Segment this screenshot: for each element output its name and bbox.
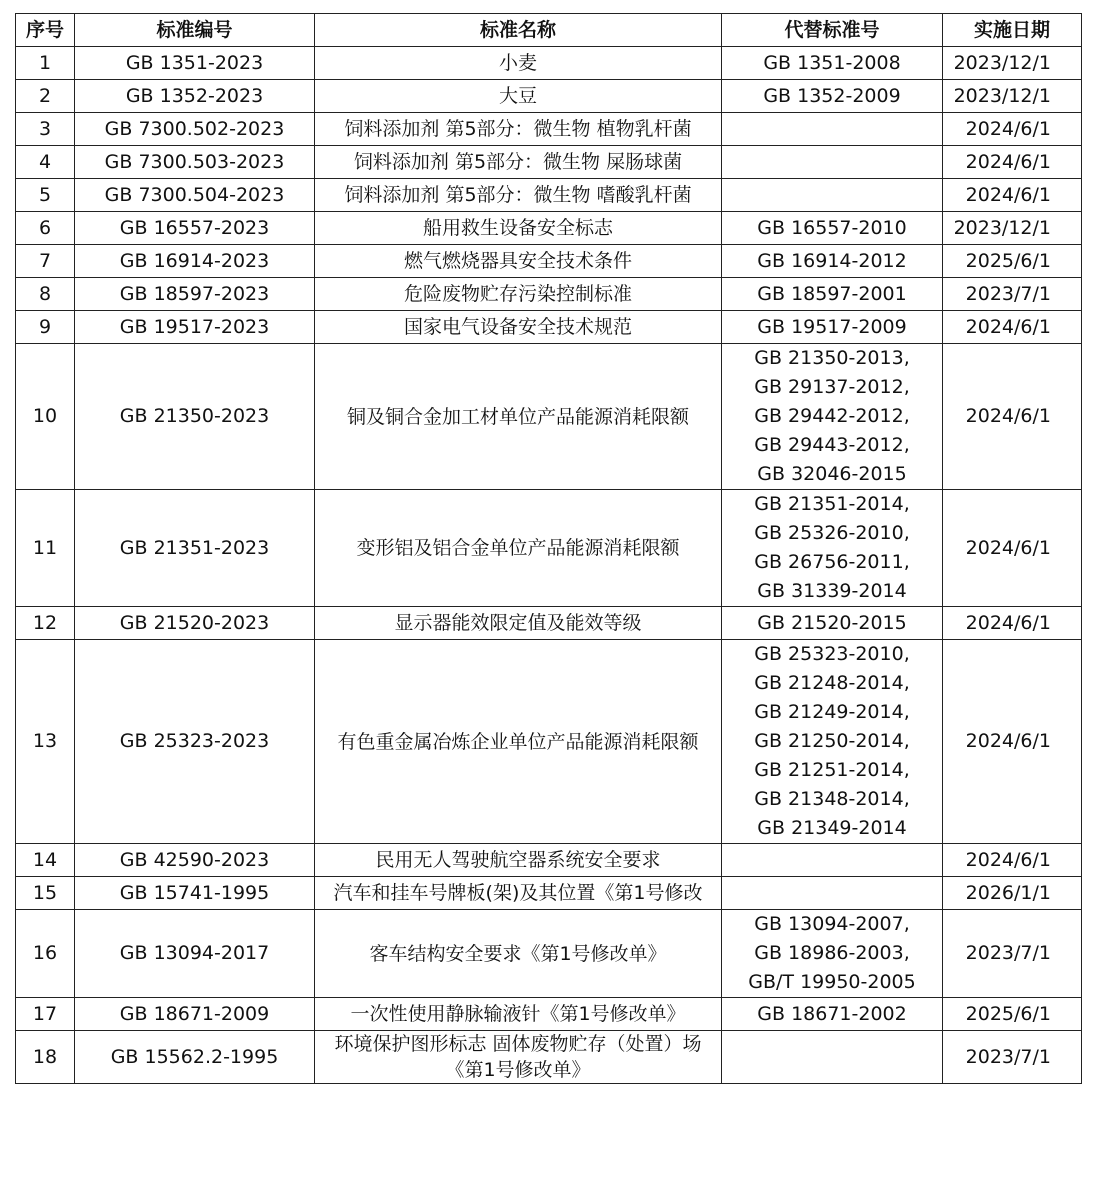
cell-standard-name: 大豆 [315,80,722,113]
cell-replaced-standard: GB 21351-2014, GB 25326-2010, GB 26756-2011, GB 31339-2014 [722,490,943,607]
cell-standard-name: 汽车和挂车号牌板(架)及其位置《第1号修改 [315,877,722,910]
table-row [16,146,1082,179]
table-row [16,278,1082,311]
cell-standard-name: 一次性使用静脉输液针《第1号修改单》 [315,998,722,1031]
table-row [16,311,1082,344]
cell-standard-code: GB 25323-2023 [75,640,315,844]
table-row [16,877,1082,910]
cell-serial-no: 17 [16,998,75,1031]
cell-effective-date: 2023/7/1 [943,1031,1082,1084]
cell-effective-date: 2024/6/1 [943,490,1082,607]
cell-standard-code: GB 21520-2023 [75,607,315,640]
cell-replaced-standard: GB 19517-2009 [722,311,943,344]
cell-effective-date: 2023/12/1 [943,80,1082,113]
cell-effective-date: 2025/6/1 [943,245,1082,278]
cell-replaced-standard: GB 16914-2012 [722,245,943,278]
table-row [16,344,1082,490]
cell-effective-date: 2023/7/1 [943,910,1082,998]
cell-standard-name: 显示器能效限定值及能效等级 [315,607,722,640]
cell-standard-name: 有色重金属冶炼企业单位产品能源消耗限额 [315,640,722,844]
header-standard-code: 标准编号 [75,14,315,47]
cell-replaced-standard [722,1031,943,1084]
header-replaced-standard: 代替标准号 [722,14,943,47]
cell-serial-no: 9 [16,311,75,344]
cell-standard-code: GB 19517-2023 [75,311,315,344]
table-row [16,490,1082,607]
cell-effective-date: 2023/12/1 [943,47,1082,80]
cell-effective-date: 2023/7/1 [943,278,1082,311]
table-row [16,910,1082,998]
header-standard-name: 标准名称 [315,14,722,47]
cell-serial-no: 11 [16,490,75,607]
cell-replaced-standard [722,113,943,146]
cell-standard-code: GB 15741-1995 [75,877,315,910]
cell-standard-code: GB 18597-2023 [75,278,315,311]
cell-standard-name: 饲料添加剂 第5部分：微生物 植物乳杆菌 [315,113,722,146]
cell-serial-no: 5 [16,179,75,212]
cell-standard-name: 变形铝及铝合金单位产品能源消耗限额 [315,490,722,607]
cell-serial-no: 4 [16,146,75,179]
cell-standard-code: GB 1352-2023 [75,80,315,113]
cell-standard-code: GB 21351-2023 [75,490,315,607]
cell-replaced-standard: GB 25323-2010, GB 21248-2014, GB 21249-2014, GB 21250-2014, GB 21251-2014, GB 21348-2014, GB 21349-2014 [722,640,943,844]
cell-standard-code: GB 7300.503-2023 [75,146,315,179]
cell-standard-name: 铜及铜合金加工材单位产品能源消耗限额 [315,344,722,490]
cell-replaced-standard: GB 13094-2007, GB 18986-2003, GB/T 19950-2005 [722,910,943,998]
cell-effective-date: 2024/6/1 [943,640,1082,844]
cell-effective-date: 2024/6/1 [943,844,1082,877]
header-effective-date: 实施日期 [943,14,1082,47]
cell-standard-name: 饲料添加剂 第5部分：微生物 嗜酸乳杆菌 [315,179,722,212]
cell-standard-code: GB 16914-2023 [75,245,315,278]
cell-standard-code: GB 16557-2023 [75,212,315,245]
cell-standard-name: 客车结构安全要求《第1号修改单》 [315,910,722,998]
cell-standard-name: 国家电气设备安全技术规范 [315,311,722,344]
cell-effective-date: 2026/1/1 [943,877,1082,910]
cell-standard-code: GB 1351-2023 [75,47,315,80]
cell-replaced-standard: GB 16557-2010 [722,212,943,245]
cell-serial-no: 16 [16,910,75,998]
cell-effective-date: 2023/12/1 [943,212,1082,245]
cell-replaced-standard: GB 21350-2013, GB 29137-2012, GB 29442-2012, GB 29443-2012, GB 32046-2015 [722,344,943,490]
cell-standard-code: GB 15562.2-1995 [75,1031,315,1084]
cell-replaced-standard: GB 18597-2001 [722,278,943,311]
cell-standard-code: GB 13094-2017 [75,910,315,998]
table-row [16,47,1082,80]
cell-standard-name: 民用无人驾驶航空器系统安全要求 [315,844,722,877]
cell-effective-date: 2024/6/1 [943,179,1082,212]
cell-serial-no: 18 [16,1031,75,1084]
cell-replaced-standard: GB 1351-2008 [722,47,943,80]
cell-standard-name: 饲料添加剂 第5部分：微生物 屎肠球菌 [315,146,722,179]
cell-serial-no: 6 [16,212,75,245]
cell-effective-date: 2024/6/1 [943,607,1082,640]
cell-serial-no: 12 [16,607,75,640]
cell-standard-name: 危险废物贮存污染控制标准 [315,278,722,311]
standards-table [15,13,1082,1084]
cell-standard-name: 燃气燃烧器具安全技术条件 [315,245,722,278]
cell-standard-code: GB 18671-2009 [75,998,315,1031]
cell-replaced-standard [722,146,943,179]
table-row [16,998,1082,1031]
cell-serial-no: 13 [16,640,75,844]
table-row [16,607,1082,640]
table-row [16,1031,1082,1084]
cell-effective-date: 2024/6/1 [943,146,1082,179]
cell-serial-no: 2 [16,80,75,113]
cell-serial-no: 7 [16,245,75,278]
cell-standard-name: 环境保护图形标志 固体废物贮存（处置）场 《第1号修改单》 [315,1031,722,1084]
cell-replaced-standard [722,844,943,877]
table-row [16,212,1082,245]
cell-serial-no: 14 [16,844,75,877]
table-header-row [16,14,1082,47]
cell-standard-name: 小麦 [315,47,722,80]
cell-serial-no: 1 [16,47,75,80]
cell-serial-no: 8 [16,278,75,311]
table-row [16,844,1082,877]
cell-standard-code: GB 21350-2023 [75,344,315,490]
table-row [16,179,1082,212]
cell-serial-no: 10 [16,344,75,490]
cell-standard-code: GB 7300.502-2023 [75,113,315,146]
cell-replaced-standard [722,179,943,212]
table-row [16,80,1082,113]
table-row [16,640,1082,844]
cell-serial-no: 3 [16,113,75,146]
cell-standard-code: GB 7300.504-2023 [75,179,315,212]
cell-replaced-standard: GB 18671-2002 [722,998,943,1031]
cell-effective-date: 2024/6/1 [943,311,1082,344]
cell-effective-date: 2024/6/1 [943,344,1082,490]
cell-effective-date: 2024/6/1 [943,113,1082,146]
header-serial-no: 序号 [16,14,75,47]
cell-standard-code: GB 42590-2023 [75,844,315,877]
cell-replaced-standard: GB 21520-2015 [722,607,943,640]
cell-serial-no: 15 [16,877,75,910]
table-row [16,245,1082,278]
cell-replaced-standard: GB 1352-2009 [722,80,943,113]
cell-standard-name: 船用救生设备安全标志 [315,212,722,245]
cell-effective-date: 2025/6/1 [943,998,1082,1031]
cell-replaced-standard [722,877,943,910]
table-row [16,113,1082,146]
